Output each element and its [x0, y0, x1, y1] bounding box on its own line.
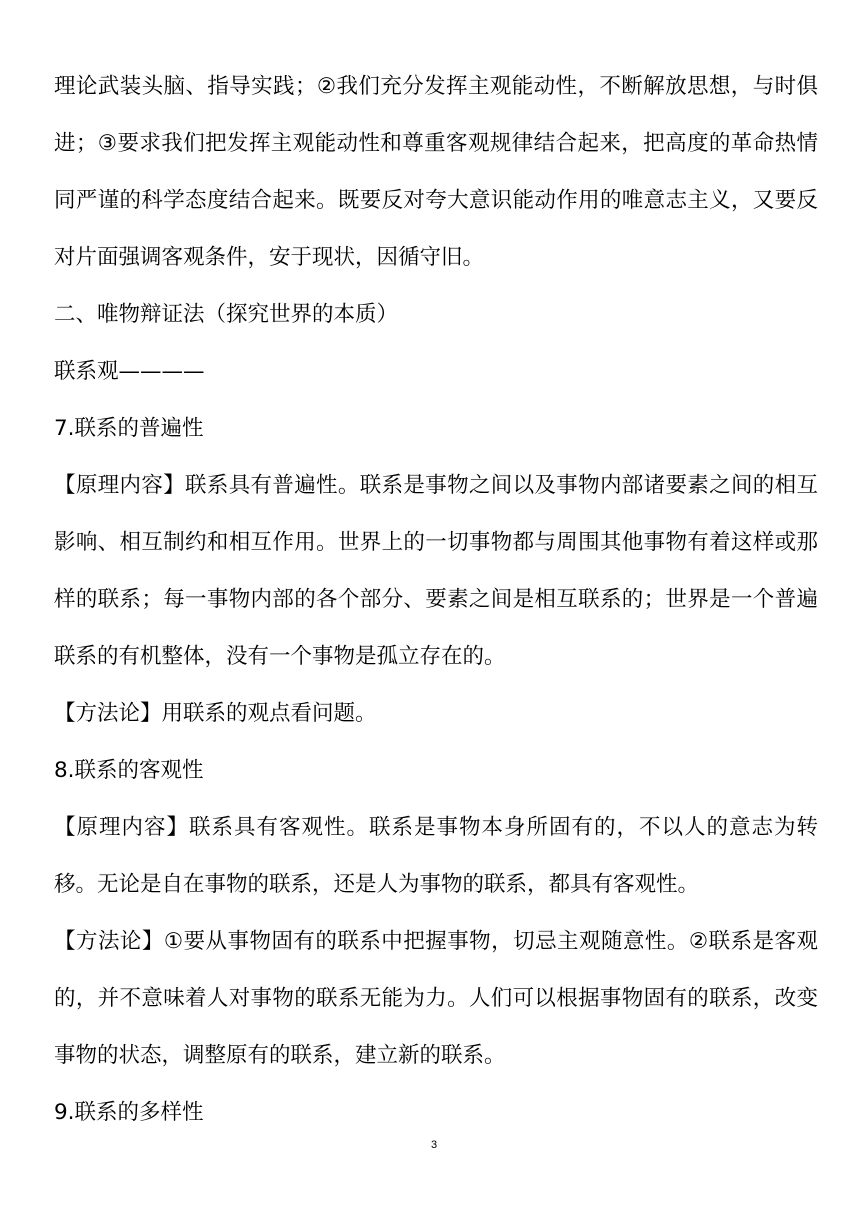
paragraph-universality-methodology: 【方法论】用联系的观点看问题。 — [54, 701, 377, 726]
paragraph-objectivity-methodology: 【方法论】①要从事物固有的联系中把握事物，切忌主观随意性。②联系是客观的，并不意味着人对事物的联系无能为力。人们可以根据事物固有的联系，改变事物的状态，调整原有的联系，建立新的联系。 — [54, 929, 818, 1068]
item-heading-universality: 7.联系的普遍性 — [54, 416, 204, 441]
paragraph-objectivity-principle: 【原理内容】联系具有客观性。联系是事物本身所固有的，不以人的意志为转移。无论是自在事物的联系，还是人为事物的联系，都具有客观性。 — [54, 815, 818, 897]
page-number: 3 — [430, 1139, 438, 1151]
paragraph-universality-principle: 【原理内容】联系具有普遍性。联系是事物之间以及事物内部诸要素之间的相互影响、相互制约和相互作用。世界上的一切事物都与周围其他事物有着这样或那样的联系；每一事物内部的各个部分、要素之间是相互联系的；世界是一个普遍联系的有机整体，没有一个事物是孤立存在的。 — [54, 473, 818, 669]
item-heading-objectivity: 8.联系的客观性 — [54, 758, 204, 783]
subsection-heading-view-of-connection: 联系观———— — [54, 359, 205, 384]
paragraph-subjective-initiative: 理论武装头脑、指导实践；②我们充分发挥主观能动性，不断解放思想，与时俱进；③要求我们把发挥主观能动性和尊重客观规律结合起来，把高度的革命热情同严谨的科学态度结合起来。既要反对夸大意识能动作用的唯意志主义，又要反对片面强调客观条件，安于现状，因循守旧。 — [54, 74, 818, 270]
section-heading-materialist-dialectics: 二、唯物辩证法（探究世界的本质） — [54, 302, 399, 327]
item-heading-diversity: 9.联系的多样性 — [54, 1100, 204, 1125]
page-content — [54, 58, 818, 1141]
